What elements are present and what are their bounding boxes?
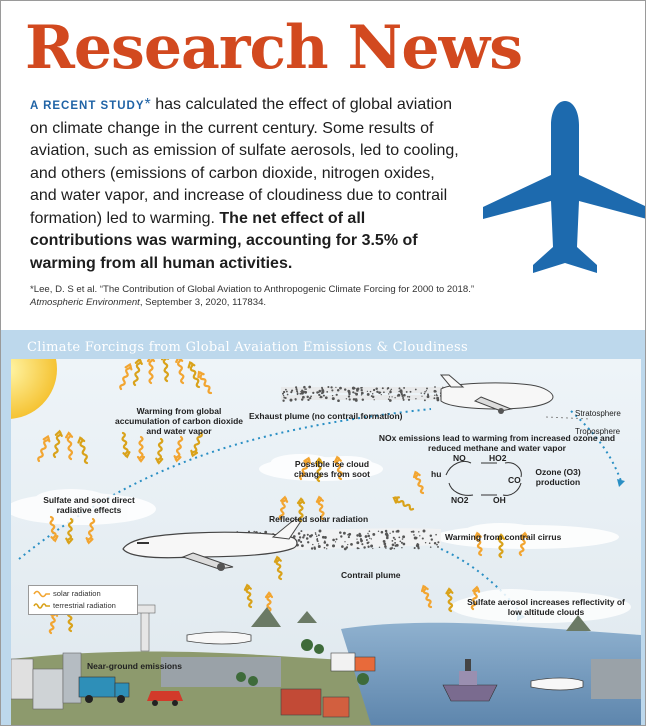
plume-particle	[392, 540, 394, 542]
plume-particle	[324, 541, 327, 544]
plume-particle	[415, 398, 416, 399]
plume-particle	[314, 548, 316, 550]
plume-particle	[371, 538, 372, 539]
label-exhaust: Exhaust plume (no contrail formation)	[249, 411, 403, 421]
plume-particle	[283, 395, 284, 396]
plume-particle	[326, 548, 327, 549]
plume-particle	[391, 389, 393, 391]
plume-particle	[311, 547, 313, 549]
plume-particle	[362, 398, 364, 400]
plume-particle	[325, 396, 328, 399]
legend-solar-label: solar radiation	[53, 589, 101, 598]
plume-particle	[383, 540, 386, 543]
plume-particle	[430, 546, 432, 548]
plume-particle	[401, 393, 403, 395]
plume-particle	[385, 530, 388, 533]
plume-particle	[309, 397, 311, 399]
plume-particle	[434, 390, 437, 393]
plume-particle	[301, 398, 303, 400]
plume-particle	[344, 541, 345, 542]
plume-particle	[437, 399, 439, 401]
plume-particle	[337, 389, 340, 392]
plume-particle	[407, 396, 409, 398]
plume-particle	[369, 538, 370, 539]
plume-particle	[430, 535, 432, 537]
plume-particle	[318, 545, 321, 548]
label-reflected: Reflected solar radiation	[269, 514, 369, 524]
plume-particle	[379, 547, 380, 548]
plume-particle	[409, 396, 411, 398]
plume-particle	[418, 531, 419, 532]
plume-particle	[436, 544, 438, 546]
plume-particle	[290, 399, 293, 402]
plume-particle	[282, 400, 284, 402]
plume-particle	[346, 398, 347, 399]
label-ozone: Ozone (O3) production	[535, 467, 581, 487]
plume-particle	[437, 546, 439, 548]
plume-particle	[302, 396, 305, 399]
plume-particle	[327, 386, 329, 388]
plume-particle	[369, 530, 371, 532]
label-troposphere: Troposphere	[575, 427, 621, 436]
plume-particle	[437, 541, 439, 543]
plume-particle	[341, 545, 344, 548]
plume-particle	[339, 531, 342, 534]
plume-particle	[429, 542, 431, 544]
solar-radiation-icon	[33, 589, 51, 599]
label-nox: NOx emissions lead to warming from increased ozone and reduced methane and water vapor	[378, 433, 616, 453]
plume-particle	[317, 540, 319, 542]
plume-particle	[366, 542, 368, 544]
plume-particle	[398, 391, 399, 392]
plume-particle	[378, 531, 379, 532]
plume-particle	[300, 530, 302, 532]
label-ice-cloud: Possible ice cloud changes from soot	[293, 459, 371, 479]
legend-terrestrial-label: terrestrial radiation	[53, 601, 116, 610]
plume-particle	[332, 397, 335, 400]
plume-particle	[287, 394, 289, 396]
plume-particle	[394, 397, 395, 398]
plume-particle	[285, 397, 287, 399]
label-hv: hu	[431, 469, 442, 479]
plume-particle	[283, 391, 285, 393]
label-near-ground: Near-ground emissions	[87, 661, 182, 671]
plume-particle	[431, 538, 433, 540]
plume-particle	[335, 541, 336, 542]
plume-particle	[353, 398, 356, 401]
plume-particle	[381, 531, 384, 534]
plume-particle	[321, 390, 324, 393]
plume-particle	[423, 530, 426, 533]
plume-particle	[347, 544, 348, 545]
plume-particle	[330, 386, 332, 388]
plume-particle	[356, 398, 357, 399]
intro-text: has calculated the effect of global aviation on climate change in the current century. Some results of aviation, such as emission of sulfate aerosols, led to cooling, and others (emissions of carbon dioxide, nitrogen oxides, and water vapor, and increase of cloudiness due to contrail formation) led to warming.	[30, 96, 459, 227]
plume-particle	[427, 395, 430, 398]
plume-particle	[253, 531, 255, 533]
plume-particle	[285, 389, 287, 391]
plume-particle	[291, 390, 293, 392]
plume-particle	[417, 547, 419, 549]
plume-particle	[413, 534, 415, 536]
plume-particle	[419, 535, 420, 536]
plume-particle	[356, 538, 357, 539]
plume-particle	[323, 395, 325, 397]
plume-particle	[406, 391, 408, 393]
plume-particle	[408, 399, 410, 401]
plume-particle	[434, 386, 436, 388]
plume-particle	[389, 391, 392, 394]
plume-particle	[415, 389, 417, 391]
plume-particle	[372, 533, 375, 536]
diagram-title: Climate Forcings from Global Avaiation Emissions & Cloudiness	[27, 340, 468, 355]
plume-particle	[402, 397, 404, 399]
plume-particle	[414, 547, 415, 548]
label-co: CO	[508, 475, 521, 485]
plume-particle	[370, 545, 373, 548]
plume-particle	[352, 387, 355, 390]
plume-particle	[303, 534, 305, 536]
plume-particle	[383, 543, 386, 546]
plume-particle	[436, 395, 438, 397]
plume-particle	[391, 396, 392, 397]
plume-particle	[307, 399, 309, 401]
plume-particle	[399, 540, 401, 542]
plume-particle	[324, 547, 326, 549]
plume-particle	[335, 387, 336, 388]
plume-particle	[383, 391, 385, 393]
plume-particle	[392, 531, 394, 533]
plume-particle	[370, 391, 371, 392]
plume-particle	[374, 399, 375, 400]
plume-particle	[416, 537, 418, 539]
plume-particle	[366, 539, 368, 541]
intro-paragraph	[30, 94, 460, 275]
plume-particle	[422, 537, 424, 539]
plume-particle	[301, 544, 304, 547]
plume-particle	[298, 539, 301, 542]
plume-particle	[348, 536, 350, 538]
plume-particle	[433, 397, 435, 399]
plume-particle	[392, 548, 393, 549]
plume-particle	[367, 533, 368, 534]
plume-particle	[343, 532, 346, 535]
label-contrail-plume: Contrail plume	[341, 570, 401, 580]
plume-particle	[434, 395, 435, 396]
plume-particle	[299, 536, 301, 538]
plume-particle	[299, 393, 301, 395]
plume-particle	[392, 543, 395, 546]
label-no: NO	[453, 453, 466, 463]
plume-particle	[416, 544, 419, 547]
label-oh: OH	[493, 495, 506, 505]
plume-particle	[308, 386, 311, 389]
plume-particle	[401, 542, 403, 544]
footnote	[30, 283, 490, 309]
plume-particle	[385, 548, 386, 549]
plume-particle	[332, 539, 335, 542]
label-sulfate-aerosol: Sulfate aerosol increases reflectivity of low altitude clouds	[467, 597, 625, 617]
plume-particle	[360, 387, 362, 389]
plume-particle	[312, 544, 313, 545]
plume-particle	[389, 533, 390, 534]
plume-particle	[367, 535, 370, 538]
plume-particle	[397, 530, 400, 533]
label-stratosphere: Stratosphere	[575, 409, 621, 418]
label-warming-global: Warming from global accumulation of carbon dioxide and water vapor	[115, 406, 243, 436]
plume-particle	[393, 537, 395, 539]
plume-particle	[421, 396, 422, 397]
legend	[28, 585, 138, 615]
footnote-details: , September 3, 2020, 117834.	[139, 297, 267, 308]
plume-particle	[360, 539, 363, 542]
plume-particle	[403, 387, 405, 389]
plume-particle	[412, 530, 414, 532]
plume-particle	[425, 542, 426, 543]
plume-particle	[361, 392, 363, 394]
plume-particle	[307, 541, 309, 543]
plume-particle	[357, 547, 359, 549]
plume-particle	[305, 388, 307, 390]
plume-particle	[381, 394, 382, 395]
intro-emphasis: The net effect of all contributions was warming, accounting for 3.5% of warming from all human activities.	[30, 209, 418, 272]
plume-particle	[331, 389, 333, 391]
plume-particle	[403, 399, 405, 401]
plume-particle	[397, 394, 400, 397]
plume-particle	[435, 534, 437, 536]
plume-particle	[386, 537, 389, 540]
plume-particle	[372, 396, 374, 398]
plume-particle	[319, 530, 322, 533]
plume-particle	[332, 544, 335, 547]
plume-particle	[394, 548, 395, 549]
plume-particle	[324, 536, 326, 538]
plume-particle	[286, 391, 288, 393]
plume-particle	[344, 547, 347, 550]
plume-particle	[389, 399, 392, 402]
page-title: Research News	[25, 13, 522, 83]
plume-particle	[315, 533, 317, 535]
airplane-icon	[469, 97, 646, 287]
plume-particle	[282, 393, 284, 395]
plume-particle	[339, 387, 342, 390]
plume-particle	[318, 392, 319, 393]
plume-particle	[318, 394, 320, 396]
plume-particle	[297, 391, 298, 392]
plume-particle	[421, 393, 422, 394]
plume-particle	[410, 391, 412, 393]
plume-particle	[361, 543, 363, 545]
plume-particle	[403, 543, 406, 546]
plume-particle	[352, 391, 354, 393]
plume-particle	[402, 535, 405, 538]
intro-marker: *	[144, 96, 151, 113]
plume-particle	[295, 399, 297, 401]
plume-particle	[426, 390, 427, 391]
plume-particle	[340, 535, 342, 537]
plume-particle	[367, 546, 369, 548]
plume-particle	[375, 388, 377, 390]
plume-particle	[332, 395, 333, 396]
plume-particle	[372, 393, 374, 395]
plume-particle	[359, 534, 362, 537]
plume-particle	[363, 546, 365, 548]
label-ho2: HO2	[489, 453, 507, 463]
terrestrial-radiation-icon	[33, 601, 51, 611]
plume-particle	[300, 541, 302, 543]
plume-particle	[367, 393, 370, 396]
plume-particle	[396, 544, 399, 547]
label-no2: NO2	[451, 495, 469, 505]
plume-particle	[356, 541, 359, 544]
plume-particle	[306, 396, 308, 398]
plume-particle	[388, 393, 389, 394]
plume-particle	[372, 548, 373, 549]
plume-particle	[303, 391, 305, 393]
plume-particle	[307, 534, 309, 536]
plume-particle	[424, 399, 426, 401]
plume-particle	[401, 547, 402, 548]
plume-particle	[310, 396, 312, 398]
plume-particle	[398, 536, 400, 538]
plume-particle	[298, 532, 301, 535]
plume-particle	[306, 537, 309, 540]
plume-particle	[402, 538, 404, 540]
plume-particle	[356, 534, 359, 537]
plume-particle	[311, 534, 313, 536]
plume-particle	[367, 391, 368, 392]
plume-particle	[365, 535, 368, 538]
plume-particle	[315, 532, 317, 534]
plume-particle	[348, 395, 350, 397]
intro-lead: A RECENT STUDY	[30, 100, 145, 112]
plume-particle	[312, 392, 314, 394]
plume-particle	[355, 393, 358, 396]
plume-particle	[424, 393, 426, 395]
plume-particle	[320, 396, 322, 398]
footnote-journal: Atmospheric Environment	[30, 297, 140, 308]
plume-particle	[326, 391, 328, 393]
plume-particle	[382, 387, 384, 389]
plume-particle	[318, 534, 320, 536]
plume-particle	[424, 391, 426, 393]
label-sulfate-soot: Sulfate and soot direct radiative effects	[43, 495, 135, 515]
plume-particle	[380, 392, 381, 393]
plume-particle	[347, 534, 349, 536]
plume-particle	[336, 394, 338, 396]
plume-particle	[335, 538, 337, 540]
plume-particle	[384, 545, 387, 548]
footnote-citation: *Lee, D. S et al. “The Contribution of Global Aviation to Anthropogenic Climate Forcing for 2000 to 2018.”	[30, 284, 475, 295]
plume-particle	[316, 535, 318, 537]
plume-particle	[326, 544, 329, 547]
plume-particle	[361, 389, 363, 391]
plume-particle	[349, 398, 351, 400]
plume-particle	[387, 388, 389, 390]
plume-particle	[394, 539, 396, 541]
plume-particle	[394, 542, 396, 544]
plume-particle	[344, 388, 346, 390]
plume-particle	[297, 393, 298, 394]
plume-particle	[348, 533, 351, 536]
plume-particle	[434, 542, 436, 544]
plume-particle	[303, 386, 306, 389]
plume-particle	[350, 543, 353, 546]
plume-particle	[403, 394, 406, 397]
plume-particle	[337, 399, 340, 402]
plume-particle	[389, 396, 390, 397]
plume-particle	[398, 387, 400, 389]
plume-particle	[319, 390, 321, 392]
plume-particle	[373, 389, 375, 391]
label-contrail-cirrus: Warming from contrail cirrus	[445, 532, 562, 542]
plume-particle	[356, 389, 359, 392]
plume-particle	[426, 388, 428, 390]
plume-particle	[318, 543, 319, 544]
plume-particle	[348, 391, 351, 394]
plume-particle	[376, 391, 378, 393]
